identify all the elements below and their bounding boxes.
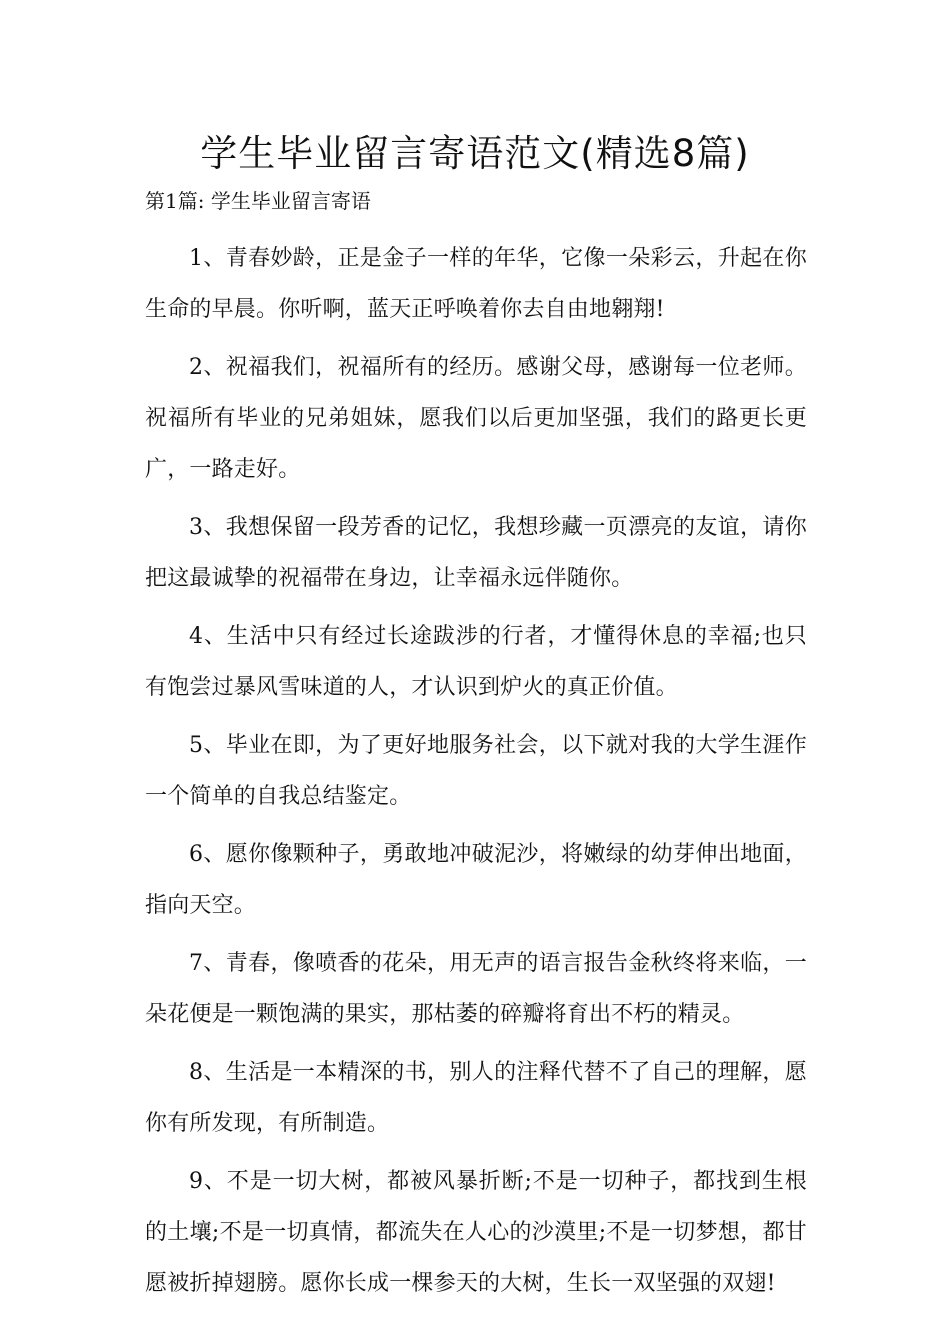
paragraph: 8、生活是一本精深的书，别人的注释代替不了自己的理解，愿你有所发现，有所制造。: [145, 1060, 807, 1136]
document-body: [145, 233, 807, 1316]
paragraph: 7、青春，像喷香的花朵，用无声的语言报告金秋终将来临，一朵花便是一颗饱满的果实，那枯萎的碎瓣将育出不朽的精灵。: [145, 951, 807, 1027]
paragraph: 9、不是一切大树，都被风暴折断;不是一切种子，都找到生根的土壤;不是一切真情，都流失在人心的沙漠里;不是一切梦想，都甘愿被折掉翅膀。愿你长成一棵参天的大树，生长一双坚强的双翅!: [145, 1169, 807, 1296]
paragraph: 4、生活中只有经过长途跋涉的行者，才懂得休息的幸福;也只有饱尝过暴风雪味道的人，才认识到炉火的真正价值。: [145, 624, 807, 700]
paragraph: 6、愿你像颗种子，勇敢地冲破泥沙，将嫩绿的幼芽伸出地面，指向天空。: [145, 842, 807, 918]
paragraph: 1、青春妙龄，正是金子一样的年华，它像一朵彩云，升起在你生命的早晨。你听啊，蓝天正呼唤着你去自由地翱翔!: [145, 246, 807, 322]
section-heading: 第1篇: 学生毕业留言寄语: [145, 189, 371, 213]
paragraph: 3、我想保留一段芳香的记忆，我想珍藏一页漂亮的友谊，请你把这最诚挚的祝福带在身边，让幸福永远伴随你。: [145, 515, 807, 591]
paragraph: 5、毕业在即，为了更好地服务社会，以下就对我的大学生涯作一个简单的自我总结鉴定。: [145, 733, 807, 809]
paragraph: 2、祝福我们，祝福所有的经历。感谢父母，感谢每一位老师。祝福所有毕业的兄弟姐妹，愿我们以后更加坚强，我们的路更长更广，一路走好。: [145, 355, 807, 482]
document-title: 学生毕业留言寄语范文(精选8篇): [200, 132, 750, 175]
